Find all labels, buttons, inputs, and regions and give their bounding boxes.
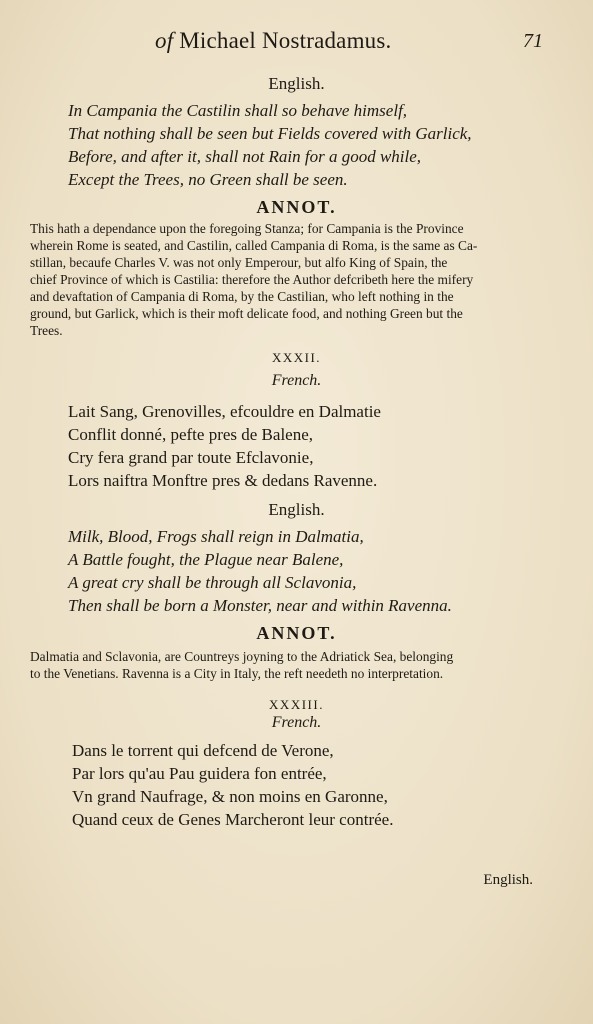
annot-heading-2: ANNOT. — [256, 623, 337, 643]
page-number: 71 — [523, 30, 543, 52]
english-heading-1: English. — [268, 74, 325, 93]
french-verse-3-line-1: Dans le torrent qui defcend de Verone, — [72, 741, 334, 760]
stanza-number-32: XXXII. — [271, 350, 322, 365]
english-verse-1-line-4: Except the Trees, no Green shall be seen. — [68, 170, 348, 189]
french-verse-2-line-4: Lors naiftra Monftre pres & dedans Ravenne. — [68, 471, 378, 490]
annot-1-line-7: Trees. — [30, 323, 63, 338]
english-verse-1-line-3: Before, and after it, shall not Rain for a good while, — [68, 147, 422, 166]
english-verse-2-line-2: A Battle fought, the Plague near Balene, — [68, 550, 344, 569]
annot-1-line-1: This hath a dependance upon the foregoing Stanza; for Campania is the Province — [30, 221, 464, 236]
french-heading-2: French. — [271, 372, 322, 389]
running-title-main: Michael Nostradamus. — [173, 28, 392, 53]
annot-text-1 — [30, 220, 535, 339]
catchword: English. — [483, 872, 533, 888]
french-heading-3: French. — [271, 714, 322, 731]
french-verse-2-line-3: Cry fera grand par toute Efclavonie, — [68, 448, 314, 467]
stanza-number-33: XXXIII. — [269, 697, 324, 712]
page-header — [0, 28, 593, 58]
french-verse-3-line-2: Par lors qu'au Pau guidera fon entrée, — [72, 764, 327, 783]
english-verse-2-line-3: A great cry shall be through all Sclavonia, — [68, 573, 357, 592]
running-title-prefix: of — [155, 28, 174, 53]
annot-heading-1: ANNOT. — [256, 197, 337, 217]
annot-text-2 — [30, 648, 535, 682]
annot-1-line-3: stillan, becaufe Charles V. was not only Emperour, but alfo King of Spain, the — [30, 255, 448, 270]
french-verse-2-line-1: Lait Sang, Grenovilles, efcouldre en Dalmatie — [68, 402, 381, 421]
french-verse-3-line-4: Quand ceux de Genes Marcheront leur contrée. — [72, 810, 394, 829]
annot-1-line-5: and devaftation of Campania di Roma, by the Castilian, who left nothing in the — [30, 289, 454, 304]
annot-2-line-1: Dalmatia and Sclavonia, are Countreys joyning to the Adriatick Sea, belonging — [30, 649, 454, 664]
annot-2-line-2: to the Venetians. Ravenna is a City in Italy, the reft needeth no interpretation. — [30, 666, 444, 681]
annot-1-line-4: chief Province of which is Castilia: therefore the Author defcribeth here the mifery — [30, 272, 474, 287]
english-verse-1-line-1: In Campania the Castilin shall so behave himself, — [68, 101, 408, 120]
english-verse-2-line-4: Then shall be born a Monster, near and within Ravenna. — [68, 596, 452, 615]
french-verse-2-line-2: Conflit donné, pefte pres de Balene, — [68, 425, 314, 444]
english-verse-1-line-2: That nothing shall be seen but Fields covered with Garlick, — [68, 124, 472, 143]
english-heading-2: English. — [268, 500, 325, 519]
english-verse-2-line-1: Milk, Blood, Frogs shall reign in Dalmatia, — [68, 527, 364, 546]
running-title — [155, 28, 391, 54]
annot-1-line-6: ground, but Garlick, which is their moft delicate food, and nothing Green but the — [30, 306, 463, 321]
annot-1-line-2: wherein Rome is seated, and Castilin, called Campania di Roma, is the same as Ca- — [30, 238, 478, 253]
french-verse-3-line-3: Vn grand Naufrage, & non moins en Garonne, — [72, 787, 388, 806]
